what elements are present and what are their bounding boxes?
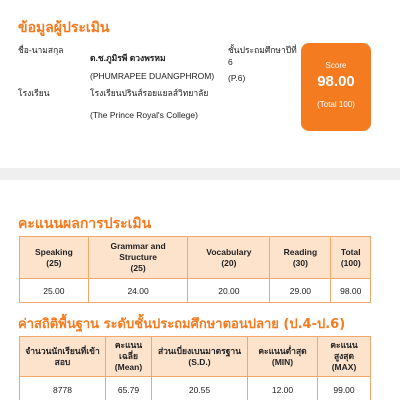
min-value: 12.00 (248, 377, 318, 400)
header-max: คะแนน สูงสุด (MAX) (318, 337, 371, 377)
header-sd: ส่วนเบี่ยงเบนมาตรฐาน (S.D.) (152, 337, 248, 377)
level-number: 6 (228, 57, 233, 67)
school-english: (The Prince Royal's College) (90, 110, 198, 120)
results-section-title: คะแนนผลการประเมิน (18, 216, 152, 232)
header-participants: จำนวนนักเรียนที่เข้า สอบ (20, 337, 106, 377)
reading-score: 29.00 (270, 279, 331, 303)
score-value: 98.00 (317, 73, 355, 90)
school-thai: โรงเรียนปรินส์รอยแยลส์วิทยาลัย (90, 88, 209, 98)
total-score: 98.00 (331, 279, 371, 303)
participants-value: 8778 (20, 377, 106, 400)
header-mean: คะแนน เฉลี่ย (Mean) (106, 337, 152, 377)
grammar-score: 24.00 (88, 279, 188, 303)
student-section-title: ข้อมูลผู้ประเมิน (18, 20, 110, 36)
speaking-score: 25.00 (20, 279, 89, 303)
score-card (301, 43, 371, 131)
vocabulary-score: 20.00 (188, 279, 270, 303)
results-card (0, 180, 400, 400)
header-total: Total (100) (331, 237, 371, 279)
name-thai: ด.ช.ภูมิรพี ดวงพรหม (90, 53, 166, 63)
name-english: (PHUMRAPEE DUANGPHROM) (90, 71, 215, 81)
level-value: (P.6) (228, 73, 246, 83)
school-label: โรงเรียน (18, 88, 50, 98)
header-vocabulary: Vocabulary (20) (188, 237, 270, 279)
level-label: ชั้นประถมศึกษาปีที่ (228, 45, 297, 55)
name-label: ชื่อ-นามสกุล (18, 45, 64, 55)
header-grammar: Grammar and Structure (25) (88, 237, 188, 279)
header-reading: Reading (30) (270, 237, 331, 279)
header-min: คะแนนต่ำสุด (MIN) (248, 337, 318, 377)
score-label: Score (325, 61, 347, 70)
stats-header-row (20, 337, 371, 377)
results-header-row (20, 237, 371, 279)
header-speaking: Speaking (25) (20, 237, 89, 279)
results-value-row (20, 279, 371, 303)
sd-value: 20.55 (152, 377, 248, 400)
student-info-card (0, 0, 400, 168)
score-total: (Total 100) (317, 100, 355, 109)
stats-table (19, 336, 371, 400)
results-table (19, 236, 371, 303)
stats-value-row (20, 377, 371, 400)
mean-value: 65.79 (106, 377, 152, 400)
max-value: 99.00 (318, 377, 371, 400)
stats-section-title: ค่าสถิติพื้นฐาน ระดับชั้นประถมศึกษาตอนปลาย (ป.4-ป.6) (18, 317, 346, 332)
